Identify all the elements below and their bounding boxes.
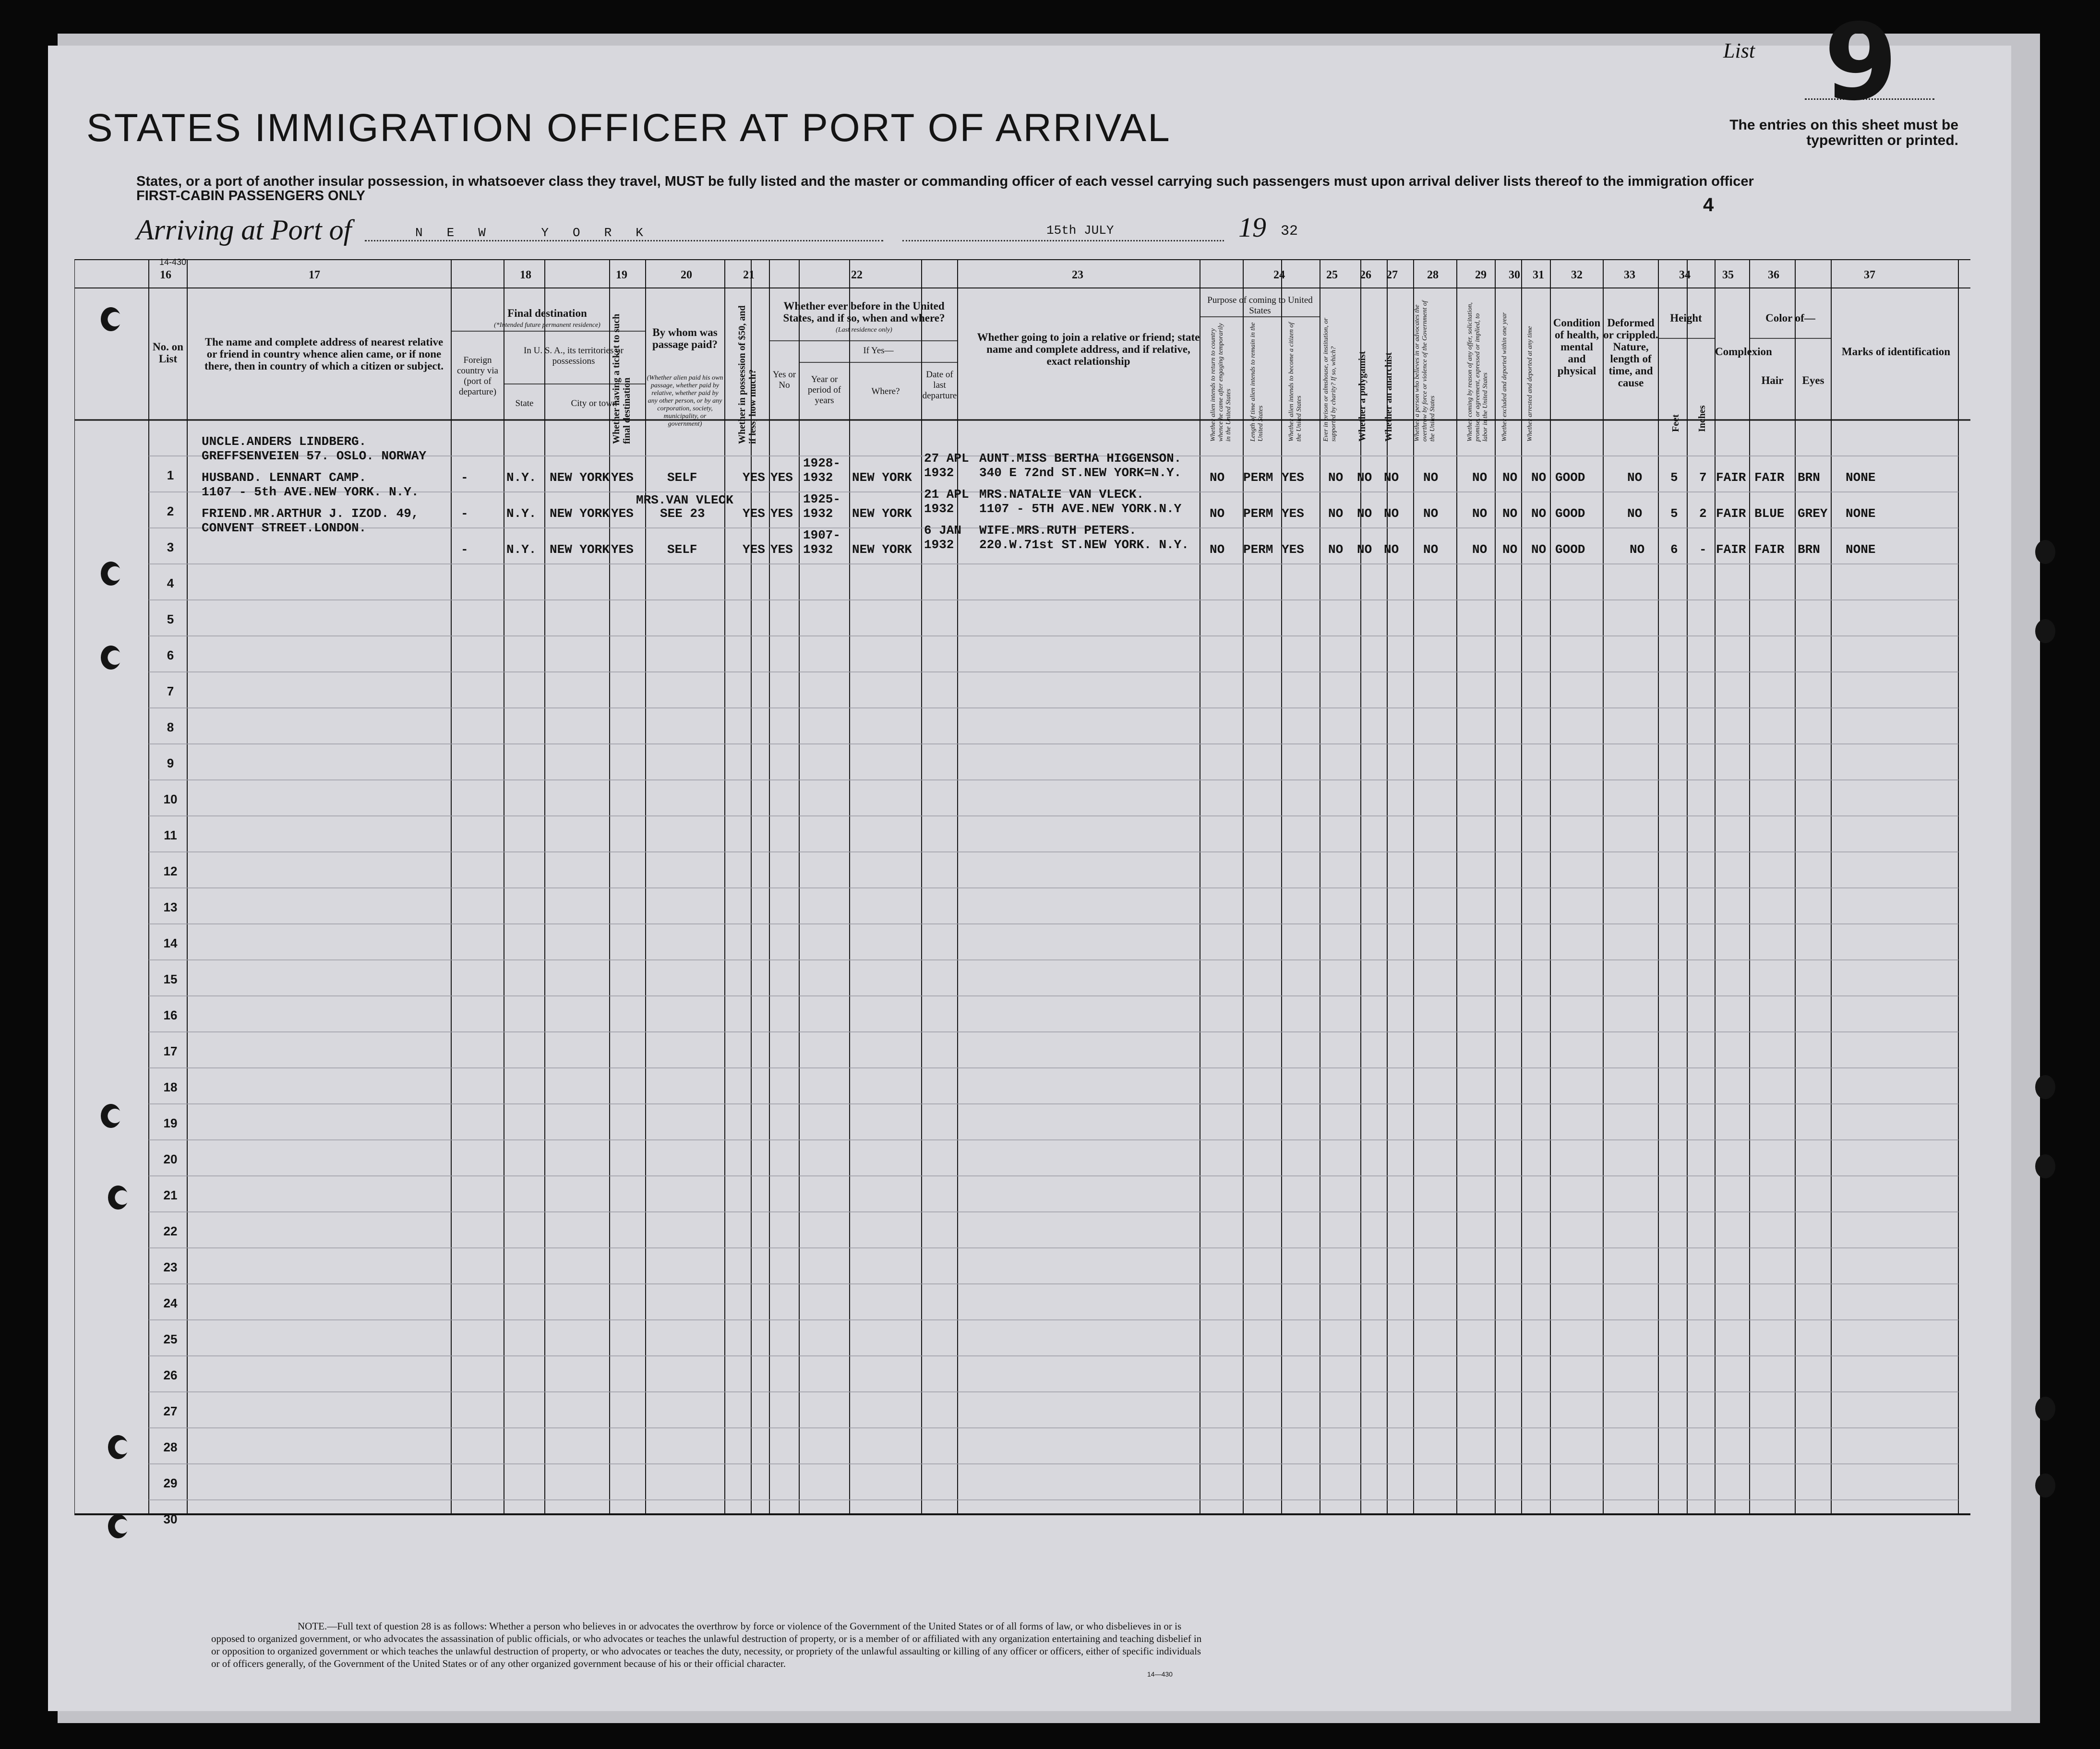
departure-line1: 21 APL bbox=[924, 487, 969, 502]
eyes-value: BRN bbox=[1798, 542, 1820, 557]
binder-hole bbox=[2035, 619, 2055, 643]
marks-header: Marks of identification bbox=[1841, 346, 1951, 358]
row-number: 30 bbox=[163, 1512, 178, 1526]
excluded-header: Whether excluded and deported within one year bbox=[1501, 312, 1508, 442]
years-line2: 1932 bbox=[803, 542, 833, 557]
prison-value: NO bbox=[1328, 470, 1344, 485]
row-number: 27 bbox=[163, 1404, 178, 1418]
foreign-country-value: - bbox=[461, 470, 468, 485]
row-number: 14 bbox=[163, 936, 178, 950]
binder-hole bbox=[2035, 540, 2055, 564]
state-value: N.Y. bbox=[506, 506, 537, 521]
marks-value: NONE bbox=[1846, 506, 1876, 521]
row-number: 26 bbox=[163, 1368, 178, 1382]
foreign-country-value: - bbox=[461, 506, 468, 521]
binder-hole bbox=[2035, 1473, 2055, 1497]
year-period-header: Year or period of years bbox=[807, 374, 841, 406]
col-num-17: 17 bbox=[309, 269, 320, 281]
polygamist-value: NO bbox=[1357, 470, 1372, 485]
row-number: 13 bbox=[163, 900, 178, 914]
sheet-number: 4 bbox=[1703, 194, 1714, 216]
col-num-37: 37 bbox=[1864, 269, 1875, 281]
foreign-country-value: - bbox=[461, 542, 468, 557]
feet-value: 6 bbox=[1670, 542, 1678, 557]
departure-line1: 27 APL bbox=[924, 451, 969, 466]
before-value: YES bbox=[770, 542, 793, 557]
excluded-value: NO bbox=[1502, 470, 1518, 485]
relative-address-line2: 1107 - 5th AVE.NEW YORK. N.Y. bbox=[202, 485, 419, 499]
deformed-header: Deformed or crippled. Nature, length of time, and cause bbox=[1603, 317, 1658, 389]
before-value: YES bbox=[770, 470, 793, 485]
city-value: NEW YORK bbox=[550, 506, 610, 521]
col-num-18: 18 bbox=[520, 269, 531, 281]
overthrow-header: Whether a person who believes in or advocates the overthrow by force or violence of the Government of the United States bbox=[1414, 300, 1436, 442]
purpose-length-value: PERM bbox=[1243, 470, 1273, 485]
form-code: 14-430 bbox=[159, 257, 187, 267]
anarchist-value: NO bbox=[1384, 542, 1399, 557]
ticket-header: Whether having a ticket to such final destination bbox=[611, 313, 632, 444]
row-number: 6 bbox=[167, 648, 174, 662]
col-num-25: 25 bbox=[1326, 269, 1338, 281]
ticket-value: YES bbox=[611, 470, 634, 485]
purpose-citizen-value: YES bbox=[1282, 542, 1304, 557]
manifest-table bbox=[74, 259, 1970, 1593]
ticket-value: YES bbox=[611, 542, 634, 557]
health-header: Condition of health, mental and physical bbox=[1553, 317, 1601, 377]
row-number: 1 bbox=[167, 468, 174, 482]
relative-address-line2: CONVENT STREET.LONDON. bbox=[202, 521, 367, 535]
col-num-26: 26 bbox=[1360, 269, 1371, 281]
col-num-33: 33 bbox=[1624, 269, 1635, 281]
col-num-35: 35 bbox=[1722, 269, 1734, 281]
binder-hole bbox=[2035, 1075, 2055, 1099]
where-value: NEW YORK bbox=[852, 470, 912, 485]
instruction-text: The entries on this sheet must be typewritten or printed. bbox=[1729, 117, 1958, 148]
relative-address-line1: HUSBAND. LENNART CAMP. bbox=[202, 470, 367, 485]
list-label: List bbox=[1723, 39, 1755, 62]
money-value: YES bbox=[743, 542, 765, 557]
relative-home-header: The name and complete address of nearest relative or friend in country whence alien came, or if none there, then in country of which a citizen or subject. bbox=[204, 336, 444, 372]
arrested-value: NO bbox=[1531, 542, 1547, 557]
health-value: GOOD bbox=[1555, 506, 1585, 521]
marks-value: NONE bbox=[1846, 470, 1876, 485]
ever-before-note: (Last residence only) bbox=[836, 326, 892, 334]
complexion-value: FAIR bbox=[1716, 470, 1746, 485]
polygamist-header: Whether a polygamist bbox=[1357, 351, 1368, 442]
purpose-citizen-header: Whether alien intends to become a citizen of the United States bbox=[1288, 322, 1303, 442]
in-usa-header: In U. S. A., its territories or possessions bbox=[524, 346, 624, 366]
joining-line1: AUNT.MISS BERTHA HIGGENSON. bbox=[979, 451, 1182, 466]
passenger-class: FIRST-CABIN PASSENGERS ONLY bbox=[136, 188, 365, 204]
inches-value: 7 bbox=[1699, 470, 1707, 485]
row-number: 12 bbox=[163, 864, 178, 878]
health-value: GOOD bbox=[1555, 542, 1585, 557]
city-header: City or town bbox=[571, 398, 617, 408]
arrested-value: NO bbox=[1531, 470, 1547, 485]
col-num-31: 31 bbox=[1533, 269, 1544, 281]
departure-line1: 6 JAN bbox=[924, 523, 962, 538]
yes-no-header: Yes or No bbox=[772, 370, 796, 390]
row-number: 19 bbox=[163, 1116, 178, 1130]
foreign-country-header: Foreign country via (port of departure) bbox=[456, 355, 498, 397]
ticket-value: YES bbox=[611, 506, 634, 521]
money-value: YES bbox=[743, 506, 765, 521]
row-number: 17 bbox=[163, 1044, 178, 1058]
purpose-citizen-value: YES bbox=[1282, 470, 1304, 485]
where-value: NEW YORK bbox=[852, 542, 912, 557]
years-line1: 1925- bbox=[803, 492, 841, 506]
purpose-header: Purpose of coming to United States bbox=[1207, 295, 1313, 316]
inches-value: 2 bbox=[1699, 506, 1707, 521]
joining-line2: 340 E 72nd ST.NEW YORK=N.Y. bbox=[979, 466, 1182, 480]
state-header: State bbox=[515, 398, 534, 408]
purpose-length-header: Length of time alien intends to remain in the United States bbox=[1249, 322, 1264, 442]
row-number: 24 bbox=[163, 1296, 178, 1310]
passage-paid-line2: SEE 23 bbox=[660, 506, 705, 521]
city-value: NEW YORK bbox=[550, 542, 610, 557]
overthrow-value: NO bbox=[1423, 506, 1439, 521]
purpose-length-value: PERM bbox=[1243, 506, 1273, 521]
arrival-port: NEW YORK bbox=[415, 226, 667, 240]
possession-50-header: Whether in possession of $50, and if less, how much? bbox=[737, 305, 758, 444]
row-number: 4 bbox=[167, 576, 174, 590]
anarchist-header: Whether an anarchist bbox=[1383, 352, 1394, 442]
binder-hole bbox=[101, 307, 121, 331]
anarchist-value: NO bbox=[1384, 506, 1399, 521]
purpose-return-header: Whether alien intends to return to country whence he came after engaging temporarily in the United States bbox=[1210, 323, 1232, 442]
col-num-34: 34 bbox=[1679, 269, 1691, 281]
row-number: 29 bbox=[163, 1476, 178, 1490]
col-num-36: 36 bbox=[1768, 269, 1779, 281]
departure-line2: 1932 bbox=[924, 466, 954, 480]
subtitle-text: States, or a port of another insular possession, in whatsoever class they travel, MUST be fully listed and the master or commanding officer of each vessel carrying such passengers must upon arrival deliver lists thereof to the immigration officer bbox=[136, 174, 1754, 189]
final-destination-header: Final destination bbox=[507, 307, 587, 319]
passage-paid-header: By whom was passage paid? bbox=[652, 326, 718, 350]
passage-paid-line1: MRS.VAN VLECK bbox=[636, 493, 733, 507]
binder-hole bbox=[101, 646, 121, 670]
row-number: 21 bbox=[163, 1188, 178, 1202]
years-line2: 1932 bbox=[803, 506, 833, 521]
binder-hole bbox=[108, 1435, 128, 1459]
col-num-29: 29 bbox=[1475, 269, 1487, 281]
page-title: STATES IMMIGRATION OFFICER AT PORT OF ARRIVAL bbox=[86, 106, 1171, 150]
marks-value: NONE bbox=[1846, 542, 1876, 557]
col-num-21: 21 bbox=[743, 269, 755, 281]
feet-value: 5 bbox=[1670, 506, 1678, 521]
arrested-value: NO bbox=[1531, 506, 1547, 521]
row-number: 25 bbox=[163, 1332, 178, 1346]
deformed-value: NO bbox=[1630, 542, 1645, 557]
state-value: N.Y. bbox=[506, 470, 537, 485]
row-number: 8 bbox=[167, 720, 174, 734]
col-num-30: 30 bbox=[1509, 269, 1520, 281]
prison-value: NO bbox=[1328, 506, 1344, 521]
final-destination-note: (*Intended future permanent residence) bbox=[494, 322, 600, 329]
row-number: 5 bbox=[167, 612, 174, 626]
footnote-code: 14—430 bbox=[1147, 1670, 1173, 1678]
date-departure-header: Date of last departure bbox=[922, 370, 957, 401]
relative-address-line1: FRIEND.MR.ARTHUR J. IZOD. 49, bbox=[202, 506, 419, 521]
row-number: 16 bbox=[163, 1008, 178, 1022]
labor-value: NO bbox=[1472, 506, 1488, 521]
relative-address-line2: GREFFSENVEIEN 57. OSLO. NORWAY bbox=[202, 449, 427, 463]
passage-paid-line2: SELF bbox=[667, 470, 697, 485]
binder-hole bbox=[2035, 1154, 2055, 1178]
overthrow-value: NO bbox=[1423, 542, 1439, 557]
passage-paid-line2: SELF bbox=[667, 542, 697, 557]
state-value: N.Y. bbox=[506, 542, 537, 557]
arrival-date: 15th JULY bbox=[1046, 223, 1114, 238]
no-on-list-header: No. on List bbox=[153, 341, 183, 365]
joining-line2: 220.W.71st ST.NEW YORK. N.Y. bbox=[979, 538, 1189, 552]
hair-value: FAIR bbox=[1754, 470, 1785, 485]
col-num-22: 22 bbox=[851, 269, 863, 281]
departure-line2: 1932 bbox=[924, 502, 954, 516]
eyes-value: BRN bbox=[1798, 470, 1820, 485]
binder-hole bbox=[101, 562, 121, 586]
feet-value: 5 bbox=[1670, 470, 1678, 485]
joining-line2: 1107 - 5TH AVE.NEW YORK.N.Y bbox=[979, 502, 1182, 516]
eyes-value: GREY bbox=[1798, 506, 1828, 521]
complexion-value: FAIR bbox=[1716, 506, 1746, 521]
joining-line1: WIFE.MRS.RUTH PETERS. bbox=[979, 523, 1137, 538]
years-line2: 1932 bbox=[803, 470, 833, 485]
purpose-return-value: NO bbox=[1210, 470, 1225, 485]
labor-value: NO bbox=[1472, 542, 1488, 557]
col-num-28: 28 bbox=[1427, 269, 1439, 281]
feet-header: Feet bbox=[1670, 414, 1681, 432]
col-num-27: 27 bbox=[1386, 269, 1398, 281]
if-yes-header: If Yes— bbox=[863, 346, 894, 356]
row-number: 7 bbox=[167, 684, 174, 698]
arrival-year-suffix: 32 bbox=[1281, 223, 1298, 240]
eyes-header: Eyes bbox=[1802, 374, 1824, 386]
purpose-return-value: NO bbox=[1210, 506, 1225, 521]
binder-hole bbox=[108, 1186, 128, 1210]
inches-header: Inches bbox=[1697, 405, 1707, 432]
hair-value: BLUE bbox=[1754, 506, 1785, 521]
row-number: 10 bbox=[163, 792, 178, 806]
departure-line2: 1932 bbox=[924, 538, 954, 552]
col-num-20: 20 bbox=[681, 269, 692, 281]
complexion-header: Complexion bbox=[1715, 346, 1772, 358]
polygamist-value: NO bbox=[1357, 542, 1372, 557]
footnote: NOTE.—Full text of question 28 is as follows: Whether a person who believes in or advocates the overthrow by force or violence of the Government of the United States or of all forms of law, or who disbelieves in or is opposed to organized government, or who advocates the assassination of public officials, or who advocates or teaches the unlawful destruction of property, or is a member of or affiliated with any organization entertaining and teaching disbelief in or opposition to organized government or which teaches the unlawful destruction of property, or who advocates or teaches the duty, necessity, or propriety of the unlawful assaulting or killing of any officer or officers, either of specific individuals or of officers generally, of the Government of the United States or of any other organized government because of his or their official character. bbox=[211, 1620, 1202, 1669]
hair-value: FAIR bbox=[1754, 542, 1785, 557]
row-number: 23 bbox=[163, 1260, 178, 1274]
years-line1: 1928- bbox=[803, 456, 841, 470]
row-number: 18 bbox=[163, 1080, 178, 1094]
labor-value: NO bbox=[1472, 470, 1488, 485]
money-value: YES bbox=[743, 470, 765, 485]
arrival-year-prefix: 19 bbox=[1238, 212, 1266, 243]
row-number: 15 bbox=[163, 972, 178, 986]
arrested-header: Whether arrested and deported at any time bbox=[1526, 326, 1534, 442]
relative-address-line1: UNCLE.ANDERS LINDBERG. bbox=[202, 434, 367, 449]
row-number: 2 bbox=[167, 504, 174, 518]
passage-note: (Whether alien paid his own passage, whether paid by relative, whether paid by any other person, or by any corporation, society, municipality, or government) bbox=[647, 374, 723, 428]
color-of-header: Color of— bbox=[1765, 312, 1815, 324]
col-num-32: 32 bbox=[1571, 269, 1583, 281]
where-header: Where? bbox=[871, 386, 900, 396]
joining-line1: MRS.NATALIE VAN VLECK. bbox=[979, 487, 1144, 502]
labor-header: Whether coming by reason of any offer, solicitation, promise, or agreement, expressed or implied, to labor in the United States bbox=[1466, 302, 1489, 442]
complexion-value: FAIR bbox=[1716, 542, 1746, 557]
purpose-return-value: NO bbox=[1210, 542, 1225, 557]
port-dotted-line bbox=[365, 240, 883, 241]
inches-value: - bbox=[1699, 542, 1707, 557]
height-header: Height bbox=[1670, 312, 1702, 324]
row-number: 22 bbox=[163, 1224, 178, 1238]
list-number: 9 bbox=[1824, 1, 1898, 124]
polygamist-value: NO bbox=[1357, 506, 1372, 521]
row-number: 28 bbox=[163, 1440, 178, 1454]
deformed-value: NO bbox=[1627, 506, 1643, 521]
row-number: 11 bbox=[164, 828, 177, 842]
col-num-16: 16 bbox=[160, 269, 171, 281]
joining-header: Whether going to join a relative or friend; state name and complete address, and if relative, exact relationship bbox=[977, 331, 1200, 367]
arriving-label: Arriving at Port of bbox=[136, 214, 352, 246]
binder-hole bbox=[108, 1514, 128, 1538]
col-num-19: 19 bbox=[616, 269, 627, 281]
health-value: GOOD bbox=[1555, 470, 1585, 485]
deformed-value: NO bbox=[1627, 470, 1643, 485]
col-num-24: 24 bbox=[1273, 269, 1285, 281]
excluded-value: NO bbox=[1502, 542, 1518, 557]
prison-value: NO bbox=[1328, 542, 1344, 557]
overthrow-value: NO bbox=[1423, 470, 1439, 485]
years-line1: 1907- bbox=[803, 528, 841, 542]
purpose-length-value: PERM bbox=[1243, 542, 1273, 557]
row-number: 20 bbox=[163, 1152, 178, 1166]
date-dotted-line bbox=[902, 240, 1224, 241]
anarchist-value: NO bbox=[1384, 470, 1399, 485]
city-value: NEW YORK bbox=[550, 470, 610, 485]
col-num-23: 23 bbox=[1072, 269, 1083, 281]
prison-header: Ever in prison or almshouse, or institution, or supported by charity? If so, which? bbox=[1322, 318, 1337, 442]
ever-before-header: Whether ever before in the United States, and if so, when and where? bbox=[783, 300, 945, 324]
hair-header: Hair bbox=[1761, 374, 1784, 386]
where-value: NEW YORK bbox=[852, 506, 912, 521]
row-number: 3 bbox=[167, 540, 174, 554]
before-value: YES bbox=[770, 506, 793, 521]
purpose-citizen-value: YES bbox=[1282, 506, 1304, 521]
binder-hole bbox=[2035, 1397, 2055, 1421]
binder-hole bbox=[101, 1104, 121, 1128]
row-number: 9 bbox=[167, 756, 174, 770]
excluded-value: NO bbox=[1502, 506, 1518, 521]
